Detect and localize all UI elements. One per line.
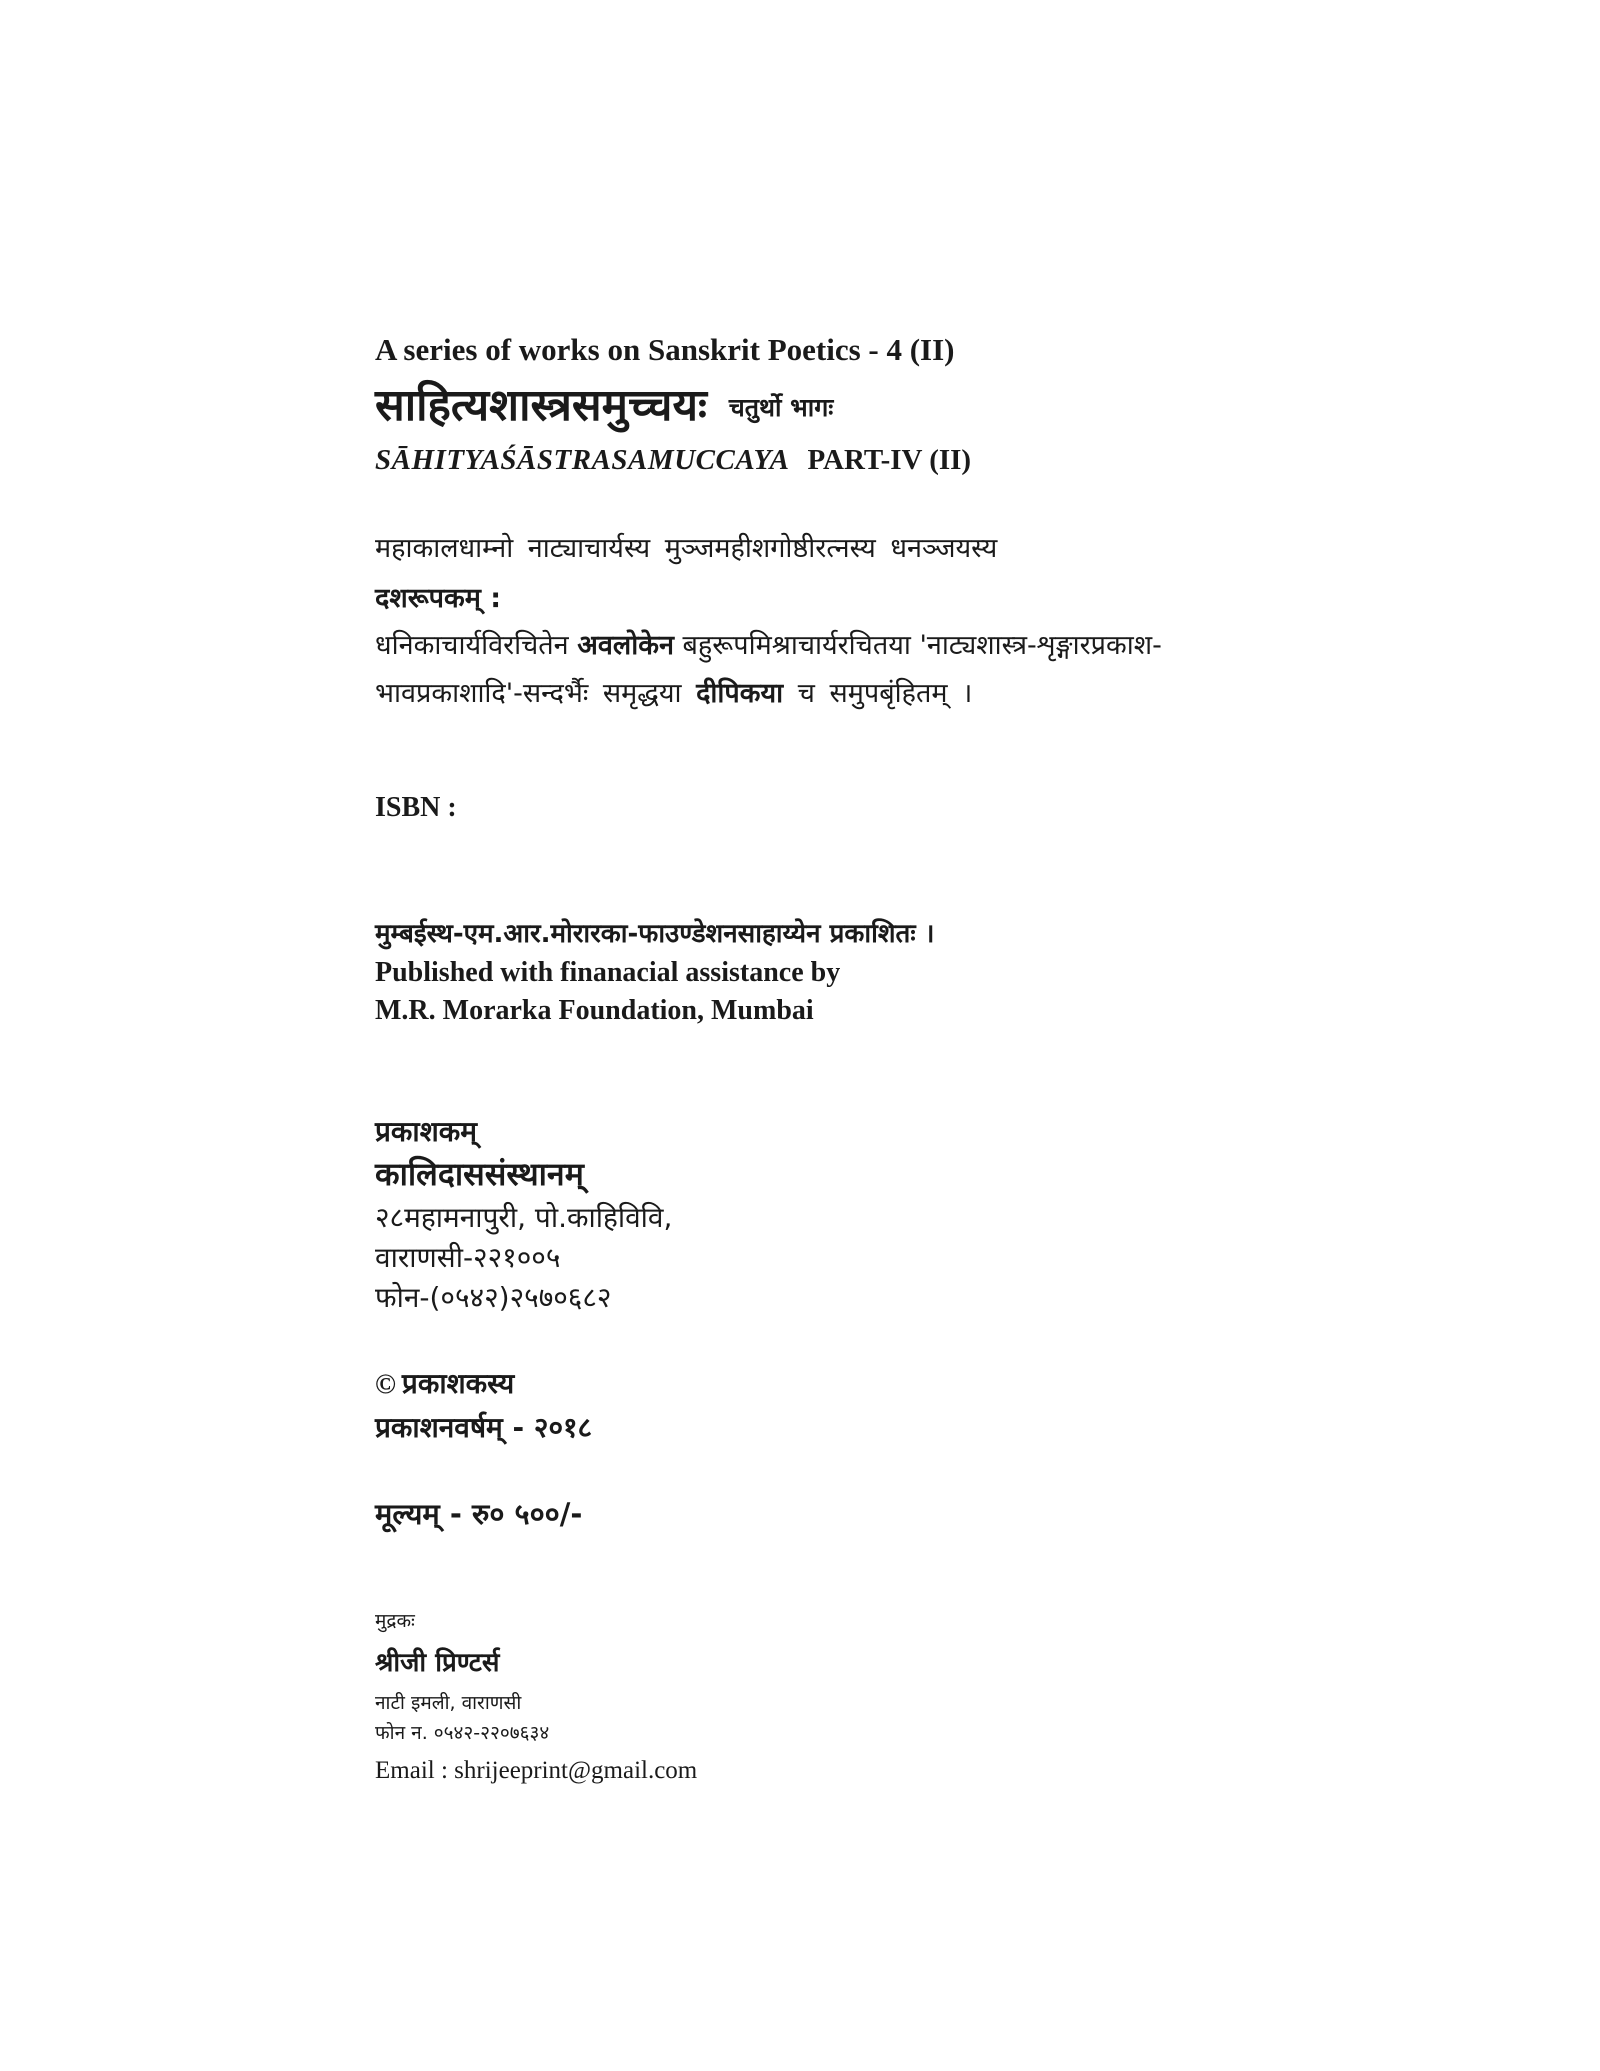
price: मूल्यम् - रु० ५००/- xyxy=(375,1497,583,1531)
transliterated-title-row xyxy=(375,446,971,475)
commentary-line-2 xyxy=(375,680,972,707)
publisher-name: कालिदाससंस्थानम् xyxy=(375,1155,584,1193)
support-note-english-2: M.R. Morarka Foundation, Mumbai xyxy=(375,995,814,1026)
commentary-text: भावप्रकाशादि'-सन्दर्भैः समृद्धया xyxy=(375,678,697,709)
support-note-devanagari: मुम्बईस्थ-एम.आर.मोरारका-फाउण्डेशनसाहाय्येन प्रकाशितः । xyxy=(375,919,935,949)
publisher-address-line-2: वाराणसी-२२१००५ xyxy=(375,1241,561,1274)
copyright-line xyxy=(375,1367,515,1400)
support-note-english-1: Published with finanacial assistance by xyxy=(375,957,841,988)
publisher-phone: फोन-(०५४२)२५७०६८२ xyxy=(375,1281,612,1314)
main-title-row xyxy=(375,380,834,431)
series-title: A series of works on Sanskrit Poetics - 4 (II) xyxy=(375,332,955,367)
printer-name: श्रीजी प्रिण्टर्स xyxy=(375,1648,500,1678)
transliterated-title: SĀHITYAŚĀSTRASAMUCCAYA xyxy=(375,444,790,476)
main-title-devanagari: साहित्यशास्त्रसमुच्चयः xyxy=(375,380,707,431)
commentary-name-dipika: दीपिकया xyxy=(696,678,784,709)
author-line: महाकालधाम्नो नाट्याचार्यस्य मुञ्जमहीशगोष्ठीरत्नस्य धनञ्जयस्य xyxy=(375,533,998,564)
commentary-name-avaloka: अवलोकेन xyxy=(577,630,674,661)
publisher-label: प्रकाशकम् xyxy=(375,1115,477,1148)
printer-phone: फोन न. ०५४२-२२०७६३४ xyxy=(375,1722,550,1744)
isbn-label: ISBN : xyxy=(375,792,457,823)
commentary-text: च समुपबृंहितम् । xyxy=(783,678,973,709)
main-title-part-devanagari: चतुर्थो भागः xyxy=(728,393,834,422)
publication-year: प्रकाशनवर्षम् - २०१८ xyxy=(375,1411,593,1444)
copyright-symbol: © xyxy=(375,1369,396,1400)
printer-address: नाटी इमली, वाराणसी xyxy=(375,1692,522,1714)
work-title: दशरूपकम् : xyxy=(375,583,502,614)
copyright-holder: प्रकाशकस्य xyxy=(401,1367,515,1400)
commentary-line-1 xyxy=(375,632,1162,659)
commentary-text: बहुरूपमिश्राचार्यरचितया 'नाट्यशास्त्र-शृङ्गारप्रकाश- xyxy=(673,630,1162,661)
transliterated-part: PART-IV (II) xyxy=(807,444,972,476)
printer-label: मुद्रकः xyxy=(375,1610,415,1632)
commentary-text: धनिकाचार्यविरचितेन xyxy=(375,630,578,661)
printer-email: Email : shrijeeprint@gmail.com xyxy=(375,1757,698,1784)
publisher-address-line-1: २८महामनापुरी, पो.काहिविवि, xyxy=(375,1201,673,1234)
